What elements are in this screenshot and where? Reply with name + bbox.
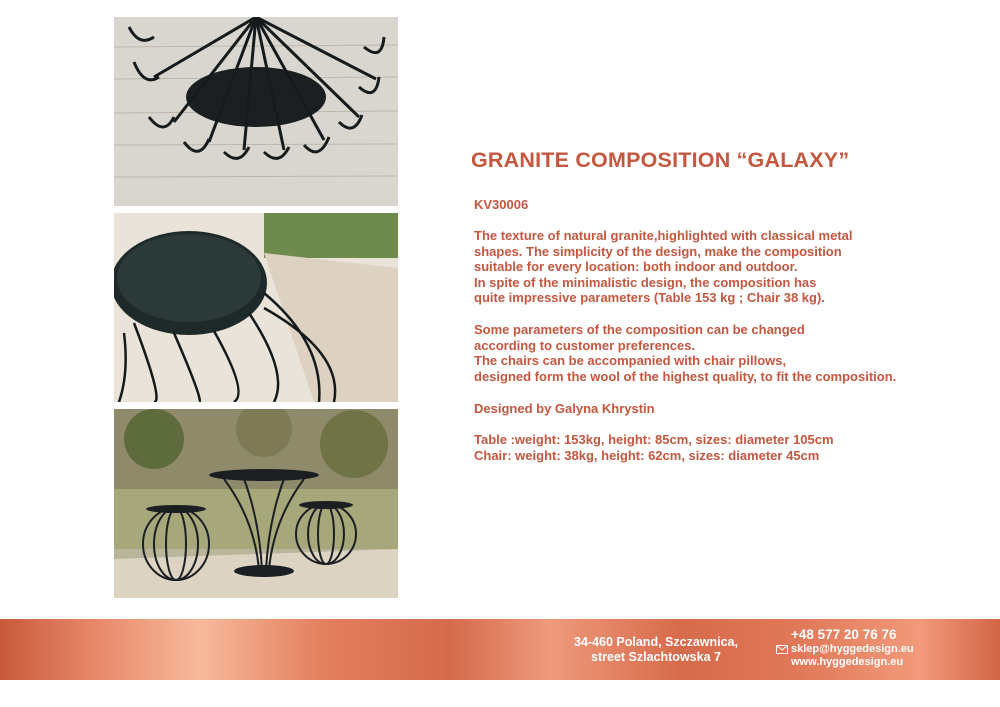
description-line: In spite of the minimalistic design, the composition has <box>474 274 817 290</box>
website-link[interactable]: www.hyggedesign.eu <box>791 656 904 668</box>
description-line: according to customer preferences. <box>474 337 696 353</box>
description-line: designed form the wool of the highest quality, to fit the composition. <box>474 368 897 384</box>
designer-credit: Designed by Galyna Khrystin <box>474 401 655 416</box>
spec-table: Table :weight: 153kg, height: 85cm, sizes: diameter 105cm <box>474 432 834 447</box>
spec-chair: Chair: weight: 38kg, height: 62cm, sizes: diameter 45cm <box>474 447 820 463</box>
description-line: The chairs can be accompanied with chair pillows, <box>474 353 787 369</box>
address-line-1: 34-460 Poland, Szczawnica, <box>574 635 738 649</box>
description-line: The texture of natural granite,highlighted with classical metal <box>474 228 853 243</box>
description-line: shapes. The simplicity of the design, make the composition <box>474 243 842 259</box>
description-paragraph-2 <box>474 322 896 384</box>
address-line-2: street Szlachtowska 7 <box>591 650 721 664</box>
product-title: GRANITE COMPOSITION “GALAXY” <box>471 148 850 172</box>
description-line: suitable for every location: both indoor and outdoor. <box>474 259 798 275</box>
mail-icon <box>776 645 788 654</box>
outdoor-set-photo <box>114 409 398 598</box>
email-link[interactable]: sklep@hyggedesign.eu <box>791 643 914 655</box>
description-line: quite impressive parameters (Table 153 kg ; Chair 38 kg). <box>474 290 825 306</box>
description-line: Some parameters of the composition can be changed <box>474 322 805 337</box>
company-address <box>570 635 742 665</box>
specifications <box>474 432 834 463</box>
chair-closeup-photo <box>114 213 398 402</box>
description-paragraph-1 <box>474 228 853 306</box>
table-base-closeup-photo <box>114 17 398 206</box>
phone-number[interactable]: +48 577 20 76 76 <box>791 627 897 642</box>
product-code: KV30006 <box>474 197 529 212</box>
